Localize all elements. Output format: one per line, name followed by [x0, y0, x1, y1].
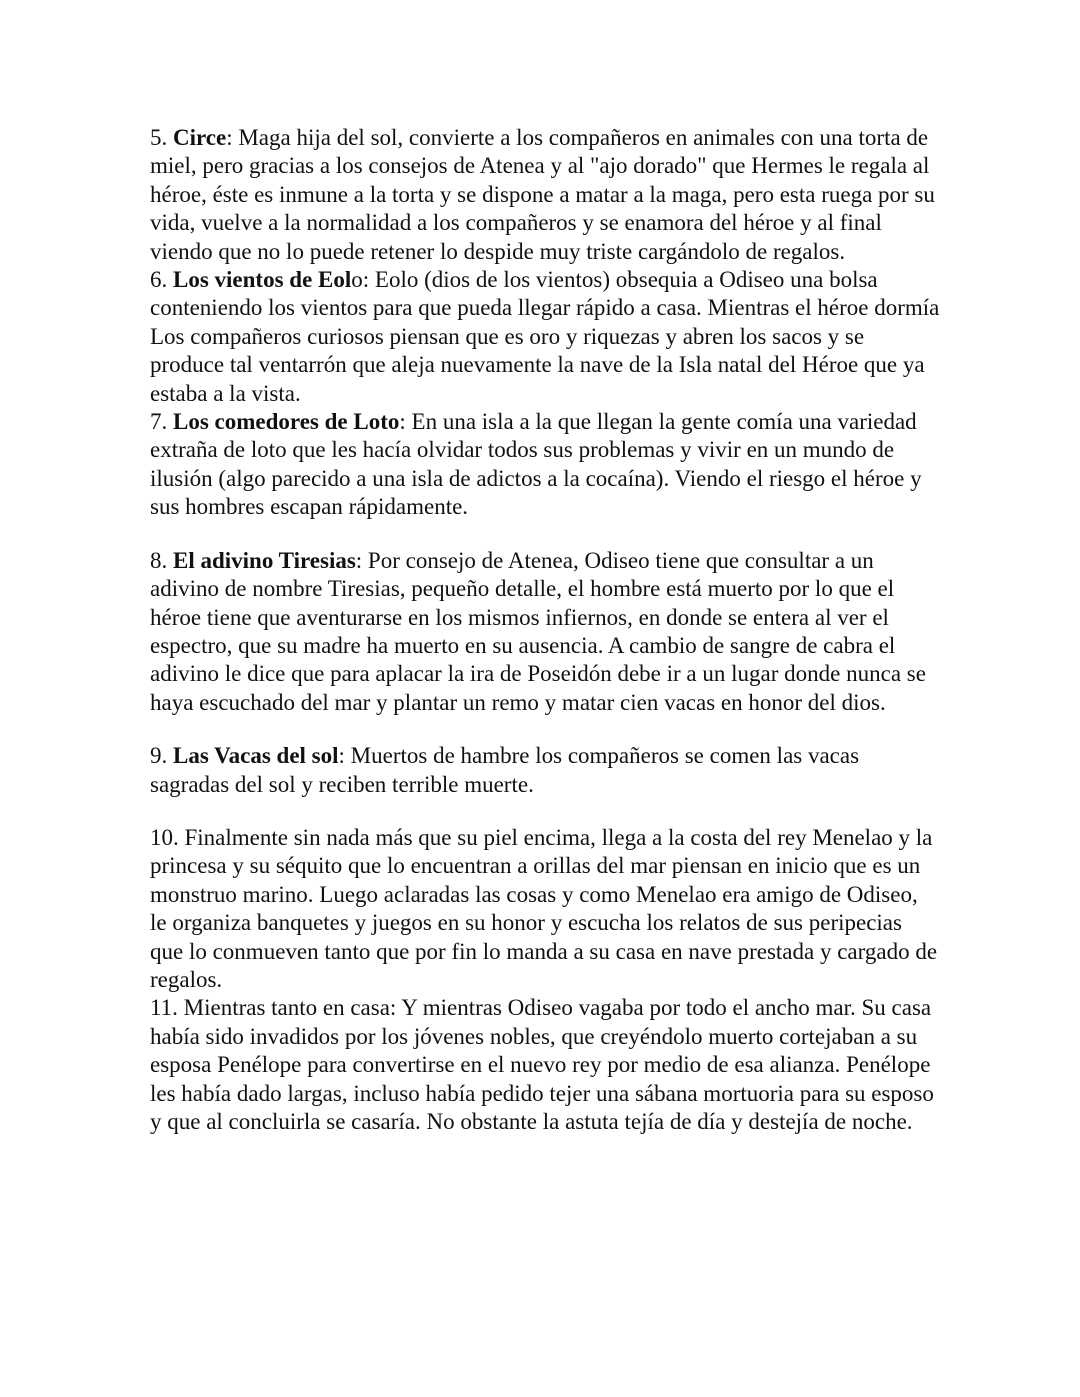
item-mientras-tanto-en-casa: [150, 994, 940, 1136]
item-text: : Eolo (dios de los vientos) obsequia a Odiseo una bolsa conteniendo los vientos para que pueda llegar rápido a casa. Mientras el héroe dormía Los compañeros curiosos piensan que es oro y riquezas y abren los sacos y se produce tal ventarrón que aleja nuevamente la nave de la Isla natal del Héroe que ya estaba a la vista.: [150, 267, 940, 406]
item-vientos-de-eolo: [150, 266, 940, 408]
item-menelao: [150, 824, 940, 994]
item-number: 7.: [150, 409, 173, 435]
item-title: Los vientos de Eol: [173, 267, 352, 293]
item-text: : Por consejo de Atenea, Odiseo tiene que consultar a un adivino de nombre Tiresias, pequeño detalle, el hombre está muerto por lo que el héroe tiene que aventurarse en los mismos infiernos, en donde se entera al ver el espectro, que su madre ha muerto en su ausencia. A cambio de sangre de cabra el adivino le dice que para aplacar la ira de Poseidón debe ir a un lugar donde nunca se haya escuchado del mar y plantar un remo y matar cien vacas en honor del dios.: [150, 547, 926, 715]
item-title: El adivino Tiresias: [173, 547, 356, 573]
document-page: [150, 124, 940, 1136]
item-vacas-del-sol: [150, 742, 940, 799]
item-text: : Maga hija del sol, convierte a los compañeros en animales con una torta de miel, pero gracias a los consejos de Atenea y al "ajo dorado" que Hermes le regala al héroe, éste es inmune a la torta y se dispone a matar a la maga, pero esta ruega por su vida, vuelve a la normalidad a los compañeros y se enamora del héroe y al final viendo que no lo puede retener lo despide muy triste cargándolo de regalos.: [150, 125, 935, 264]
item-number: 8.: [150, 547, 173, 573]
item-title: Circe: [173, 125, 227, 150]
item-comedores-de-loto: [150, 408, 940, 522]
item-number: 6.: [150, 267, 173, 293]
item-number: 5.: [150, 125, 173, 150]
item-adivino-tiresias: [150, 547, 940, 717]
item-text: 10. Finalmente sin nada más que su piel encima, llega a la costa del rey Menelao y la princesa y su séquito que lo encuentran a orillas del mar piensan en inicio que es un monstruo marino. Luego aclaradas las cosas y como Menelao era amigo de Odiseo, le organiza banquetes y juegos en su honor y escucha los relatos de sus peripecias que lo conmueven tanto que por fin lo manda a su casa en nave prestada y cargado de regalos.: [150, 824, 938, 992]
item-number: 9.: [150, 743, 173, 769]
item-text: : En una isla a la que llegan la gente comía una variedad extraña de loto que les hacía olvidar todos sus problemas y vivir en un mundo de ilusión (algo parecido a una isla de adictos a la cocaína). Viendo el riesgo el héroe y sus hombres escapan rápidamente.: [150, 409, 922, 520]
item-text: : Muertos de hambre los compañeros se comen las vacas sagradas del sol y reciben terrible muerte.: [150, 743, 860, 797]
item-title-suffix: o: [351, 267, 363, 293]
item-text: 11. Mientras tanto en casa: Y mientras Odiseo vagaba por todo el ancho mar. Su casa había sido invadidos por los jóvenes nobles, que creyéndolo muerto cortejaban a su esposa Penélope para convertirse en el nuevo rey por medio de esa alianza. Penélope les había dado largas, incluso había pedido tejer una sábana mortuoria para su esposo y que al concluirla se casaría. No obstante la astuta tejía de día y destejía de noche.: [150, 995, 934, 1134]
item-title: Los comedores de Loto: [173, 409, 400, 435]
item-title: Las Vacas del sol: [173, 743, 339, 769]
item-circe: [150, 124, 940, 266]
